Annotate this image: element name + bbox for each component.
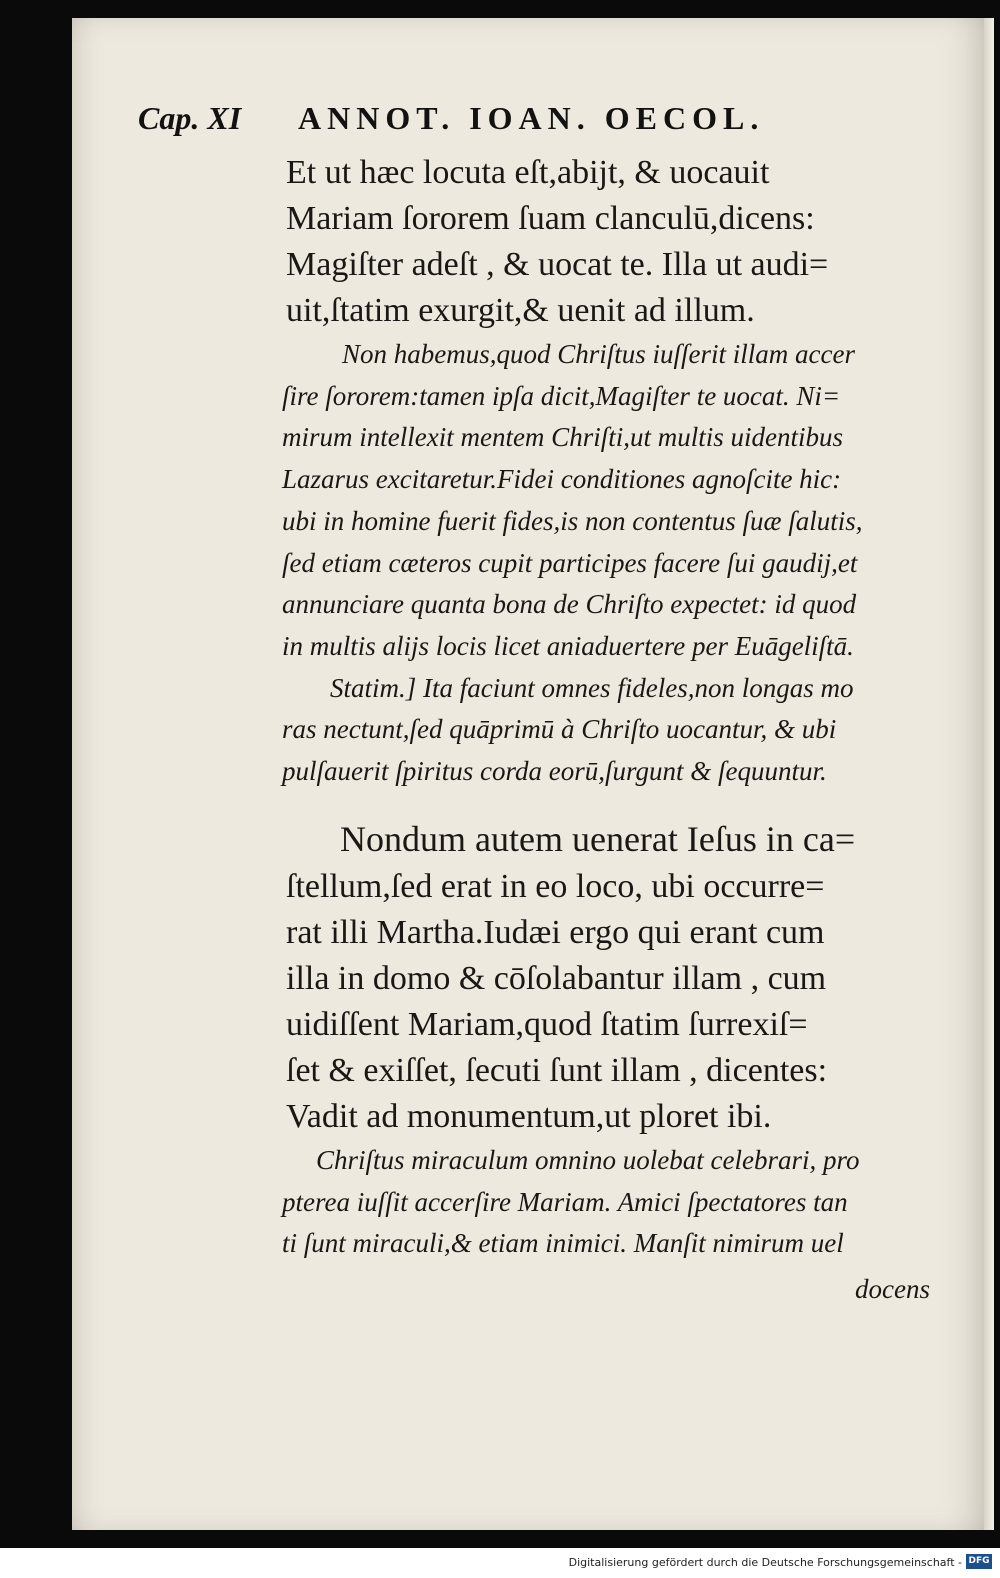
- text-line: Chriſtus miraculum omnino uolebat celebrari, pro: [316, 1145, 860, 1175]
- text-line: Vadit ad monumentum,ut ploret ibi.: [286, 1098, 772, 1135]
- main-text-block-2: [340, 816, 855, 862]
- text-line: rat illi Martha.Iudæi ergo qui erant cum: [286, 914, 825, 951]
- text-line: Lazarus excitaretur.Fidei conditiones agnoſcite hic:: [282, 464, 842, 495]
- footer-bar: [0, 1548, 1000, 1578]
- commentary-block-1: [282, 334, 863, 793]
- catchword: docens: [855, 1274, 930, 1304]
- text-line: pulſauerit ſpiritus corda eorū,ſurgunt & ſequuntur.: [282, 756, 827, 787]
- funding-notice: Digitalisierung gefördert durch die Deutsche Forschungsgemeinschaft -: [568, 1556, 962, 1569]
- text-line: illa in domo & cōſolabantur illam , cum: [286, 960, 827, 997]
- text-line: uidiſſent Mariam,quod ſtatim ſurrexiſ=: [286, 1006, 808, 1043]
- text-line: Non habemus,quod Chriſtus iuſſerit illam accer: [342, 339, 855, 369]
- page-edge: [984, 18, 994, 1530]
- text-line: ubi in homine fuerit fides,is non contentus ſuæ ſalutis,: [282, 505, 863, 536]
- text-line: Statim.] Ita faciunt omnes fideles,non longas mo: [330, 672, 854, 703]
- text-line: Nondum autem uenerat Ieſus in ca=: [340, 819, 856, 859]
- text-line: ſire ſororem:tamen ipſa dicit,Magiſter te uocat. Ni=: [282, 380, 841, 411]
- commentary-block-2: [282, 1140, 859, 1265]
- text-line: mirum intellexit mentem Chriſti,ut multis uidentibus: [282, 422, 843, 453]
- text-line: Et ut hæc locuta eſt,abijt, & uocauit: [286, 154, 770, 191]
- text-line: ti ſunt miraculi,& etiam inimici. Manſit nimirum uel: [282, 1228, 844, 1259]
- running-title: ANNOT. IOAN. OECOL.: [298, 100, 765, 136]
- text-line: ſed etiam cæteros cupit participes facere ſui gaudij,et: [282, 547, 858, 578]
- text-line: Magiſter adeſt , & uocat te. Illa ut audi=: [286, 246, 829, 283]
- text-line: Mariam ſororem ſuam clanculū,dicens:: [286, 200, 815, 237]
- main-text-block-1: [286, 150, 828, 334]
- text-line: ſet & exiſſet, ſecuti ſunt illam , dicentes:: [286, 1052, 828, 1089]
- running-head: [138, 100, 908, 150]
- main-text-block-2-cont: [286, 864, 827, 1140]
- text-line: in multis alijs locis licet aniaduertere per Euāgeliſtā.: [282, 630, 854, 661]
- chapter-label: Cap. XI: [138, 100, 242, 136]
- text-line: annunciare quanta bona de Chriſto expectet: id quod: [282, 589, 857, 620]
- text-line: pterea iuſſit accerſire Mariam. Amici ſpectatores tan: [282, 1186, 848, 1217]
- text-line: ras nectunt,ſed quāprimū à Chriſto uocantur, & ubi: [282, 714, 837, 745]
- dfg-logo: DFG: [966, 1554, 992, 1569]
- text-line: uit,ſtatim exurgit,& uenit ad illum.: [286, 292, 755, 329]
- text-line: ſtellum,ſed erat in eo loco, ubi occurre=: [286, 868, 825, 905]
